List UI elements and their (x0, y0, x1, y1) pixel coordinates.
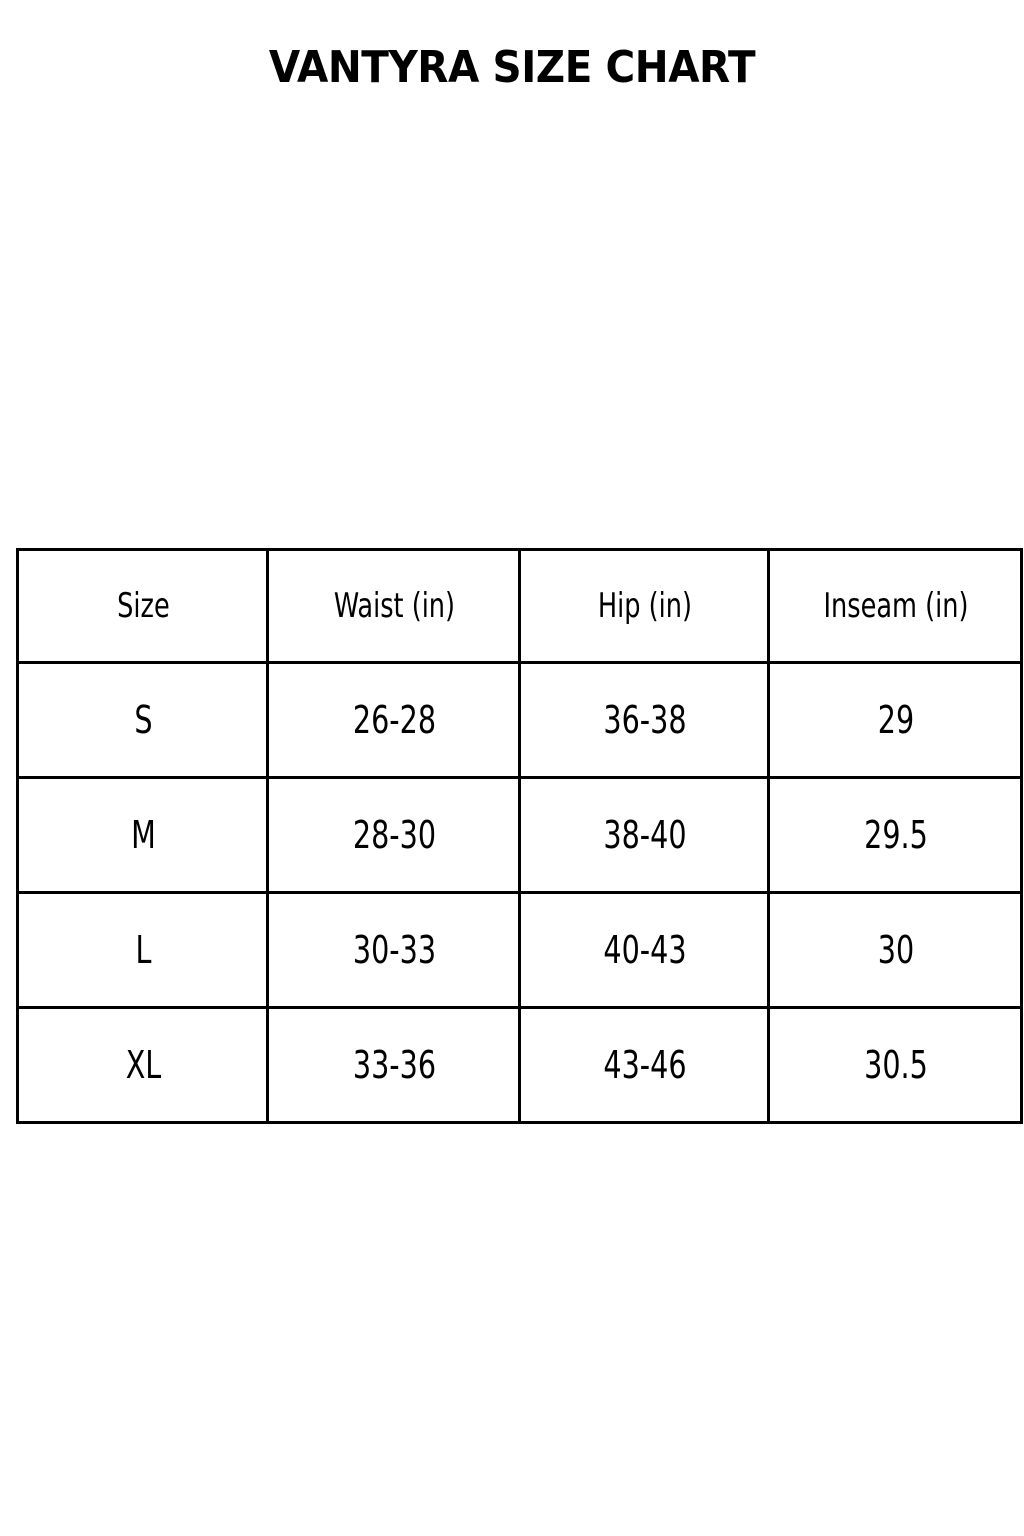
column-header-size (26, 550, 259, 663)
cell-hip (528, 663, 760, 778)
table-row (18, 1008, 1022, 1123)
cell-hip-value: 43-46 (602, 1043, 686, 1087)
cell-inseam (777, 1008, 1012, 1123)
column-header-inseam-label: Inseam (in) (822, 586, 968, 626)
table-header-row (18, 550, 1022, 663)
column-header-size-label: Size (116, 586, 169, 626)
column-header-hip (528, 550, 760, 663)
cell-hip (528, 893, 760, 1008)
cell-waist-value: 26-28 (351, 698, 436, 742)
table-row (18, 893, 1022, 1008)
cell-waist (276, 663, 510, 778)
table-row (18, 778, 1022, 893)
cell-size-value: L (134, 928, 151, 972)
cell-inseam-value: 29.5 (863, 813, 927, 857)
cell-size (26, 663, 259, 778)
cell-size-value: XL (124, 1043, 161, 1087)
column-header-hip-label: Hip (in) (596, 586, 692, 626)
cell-inseam (777, 663, 1012, 778)
cell-inseam (777, 893, 1012, 1008)
cell-inseam (777, 778, 1012, 893)
page-title: VANTYRA SIZE CHART (268, 42, 756, 93)
size-chart-container (16, 548, 1008, 1124)
cell-size (26, 778, 259, 893)
cell-inseam-value: 29 (876, 698, 914, 742)
cell-inseam-value: 30.5 (863, 1043, 927, 1087)
column-header-waist (276, 550, 510, 663)
cell-waist-value: 33-36 (351, 1043, 436, 1087)
cell-size-value: S (133, 698, 152, 742)
cell-size (26, 1008, 259, 1123)
cell-hip (528, 778, 760, 893)
table-row (18, 663, 1022, 778)
cell-waist-value: 30-33 (351, 928, 436, 972)
cell-hip (528, 1008, 760, 1123)
cell-waist (276, 778, 510, 893)
cell-waist-value: 28-30 (351, 813, 436, 857)
cell-hip-value: 38-40 (602, 813, 686, 857)
size-chart-table (16, 548, 1023, 1124)
cell-hip-value: 36-38 (602, 698, 686, 742)
cell-inseam-value: 30 (876, 928, 914, 972)
column-header-inseam (777, 550, 1012, 663)
cell-size (26, 893, 259, 1008)
cell-waist (276, 893, 510, 1008)
cell-size-value: M (130, 813, 155, 857)
cell-hip-value: 40-43 (602, 928, 686, 972)
cell-waist (276, 1008, 510, 1123)
column-header-waist-label: Waist (in) (332, 586, 455, 626)
